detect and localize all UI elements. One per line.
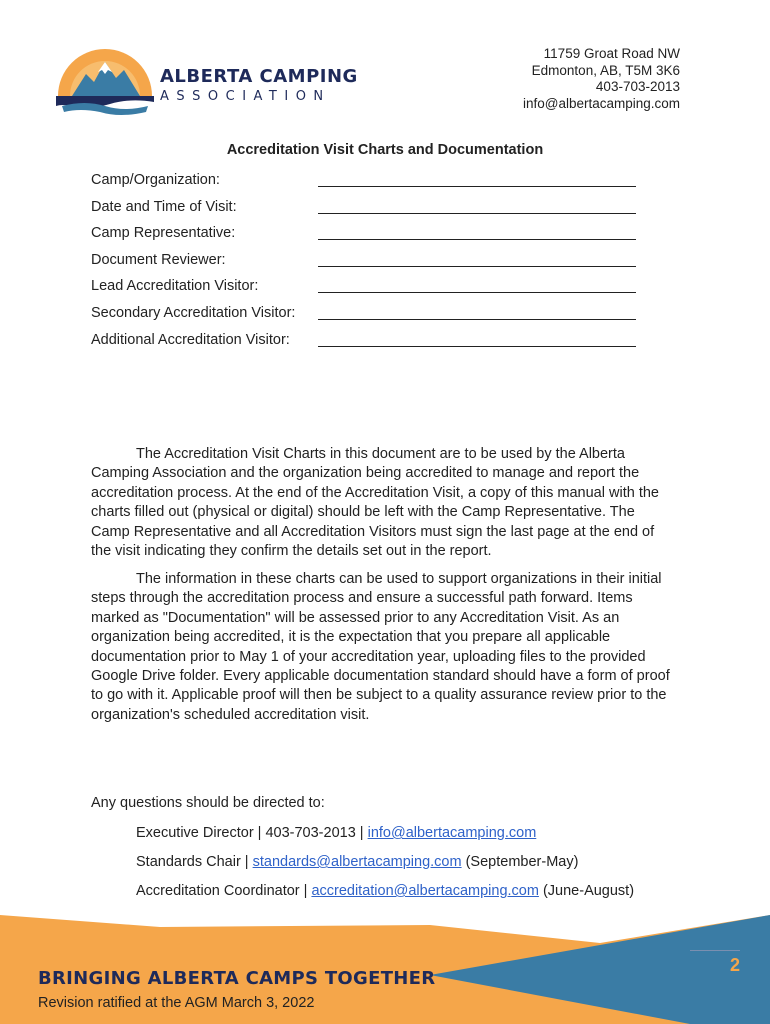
field-row	[91, 223, 636, 250]
visit-info-form	[91, 170, 636, 356]
contact-role: Accreditation Coordinator |	[136, 883, 312, 899]
brand-subtitle: ASSOCIATION	[160, 89, 331, 104]
field-row	[91, 330, 636, 357]
field-label: Lead Accreditation Visitor:	[91, 278, 259, 295]
contact-email-link[interactable]: standards@albertacamping.com	[252, 854, 462, 870]
field-label: Camp/Organization:	[91, 172, 220, 188]
contact-email-link[interactable]: accreditation@albertacamping.com	[311, 883, 539, 899]
intro-paragraph-text: The Accreditation Visit Charts in this document are to be used by the Alberta Camping Association and the organization being accredited to manage and report the accreditation process. At the end of the Accreditation Visit, a copy of this manual with the charts filled out (physical or digital) should be left with the Camp Representative. The Camp Representative and all Accreditation Visitors must sign the last page at the end of the visit indicating they confirm the details set out in the report.	[91, 446, 659, 560]
field-label: Document Reviewer:	[91, 251, 226, 268]
address-email: info@albertacamping.com	[522, 95, 680, 111]
contact-standards-chair	[136, 854, 578, 870]
secondary-visitor-line[interactable]	[318, 319, 636, 320]
page-number-rule	[690, 950, 740, 951]
field-label: Date and Time of Visit:	[91, 198, 237, 215]
contact-suffix: (September-May)	[461, 854, 579, 870]
contact-role: Standards Chair |	[136, 854, 253, 870]
contact-executive-director	[136, 825, 536, 841]
lead-visitor-line[interactable]	[318, 292, 636, 293]
document-title: Accreditation Visit Charts and Documentation	[226, 142, 544, 158]
camp-organization-line[interactable]	[318, 186, 636, 187]
brand	[160, 66, 358, 104]
brand-name: ALBERTA CAMPING	[160, 66, 358, 87]
field-row	[91, 276, 636, 303]
field-label: Additional Accreditation Visitor:	[91, 331, 290, 348]
contact-role: Executive Director | 403-703-2013 |	[136, 825, 368, 841]
camp-representative-line[interactable]	[318, 239, 636, 240]
date-time-line[interactable]	[318, 213, 636, 214]
document-reviewer-line[interactable]	[318, 266, 636, 267]
page-number: 2	[729, 955, 740, 975]
field-row	[91, 197, 636, 224]
address-block	[523, 46, 680, 112]
field-row	[91, 303, 636, 330]
address-street: 11759 Groat Road NW	[543, 46, 680, 61]
additional-visitor-line[interactable]	[318, 346, 636, 347]
contact-email-link[interactable]: info@albertacamping.com	[367, 825, 537, 841]
information-paragraph-text: The information in these charts can be used to support organizations in their initial steps through the accreditation process and ensure a successful path forward. Items marked as "Documentation" will be assessed prior to any Accreditation Visit. As an organization being accredited, it is the expectation that you prepare all applicable documentation prior to May 1 of your accreditation year, uploading files to the provided Google Drive folder. Every applicable documentation standard should have a form of proof to go with it. Applicable proof will then be subject to a quality assurance review prior to the organization's scheduled accreditation visit.	[91, 571, 670, 723]
field-row	[91, 170, 636, 197]
intro-paragraph	[91, 445, 673, 561]
questions-heading: Any questions should be directed to:	[91, 795, 325, 811]
address-city: Edmonton, AB, T5M 3K6	[531, 62, 680, 78]
footer-slogan: BRINGING ALBERTA CAMPS TOGETHER	[38, 968, 436, 989]
revision-note: Revision ratified at the AGM March 3, 2022	[38, 995, 315, 1011]
contact-accreditation-coordinator	[136, 883, 634, 899]
field-label: Secondary Accreditation Visitor:	[91, 304, 296, 321]
field-row	[91, 250, 636, 277]
information-paragraph	[91, 570, 673, 725]
field-label: Camp Representative:	[91, 225, 236, 242]
contact-suffix: (June-August)	[538, 883, 635, 899]
alberta-camping-logo-icon	[50, 40, 160, 120]
address-phone: 403-703-2013	[595, 79, 680, 94]
